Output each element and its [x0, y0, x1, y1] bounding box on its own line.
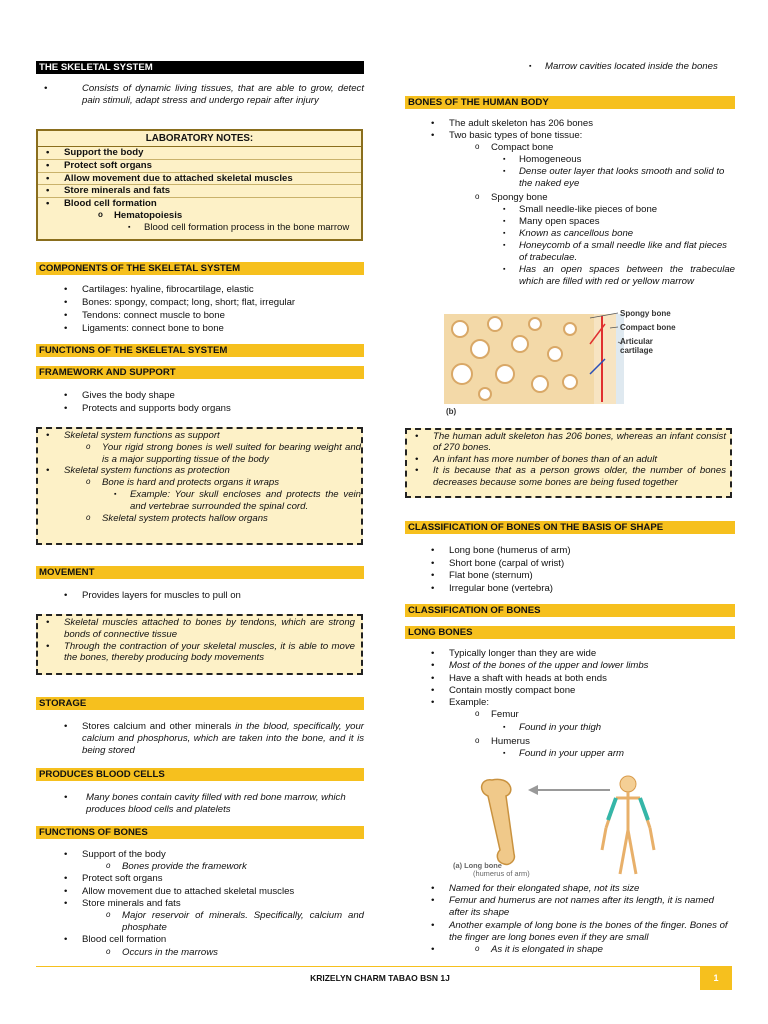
label-compact-bone: Compact bone: [620, 323, 676, 332]
list-subitem: o Humerus ▪ Found in your upper arm: [471, 736, 735, 761]
long-bone-figure-caption: [453, 862, 593, 878]
list-item: • Blood cell formation o Occurs in the marrows: [56, 934, 364, 958]
intro-block: [36, 83, 364, 107]
note-item: • Skeletal system functions as support o Your rigid strong bones is well suited for bearing weight and is a major supporting tissue of the body: [38, 430, 361, 465]
list-item: • Tendons: connect muscle to bone: [56, 309, 364, 322]
list-subitem: o Bones provide the framework: [102, 861, 364, 873]
list-subsubitem: ▪ Found in your thigh: [499, 722, 735, 734]
heading-storage: STORAGE: [36, 697, 364, 710]
lab-subsubitem: ▪ Blood cell formation process in the bone marrow: [124, 222, 361, 234]
list-item: [423, 944, 735, 956]
list-item: • The adult skeleton has 206 bones: [423, 118, 735, 130]
shape-list: [405, 545, 735, 595]
list-item: • Provides layers for muscles to pull on: [56, 590, 364, 602]
list-item: • Allow movement due to attached skeletal muscles: [56, 886, 364, 898]
bones-list: [405, 118, 735, 288]
blood-list: [36, 792, 364, 816]
list-item: • Short bone (carpal of wrist): [423, 558, 735, 571]
label-spongy-bone: Spongy bone: [620, 309, 671, 318]
list-item: • Long bone (humerus of arm): [423, 545, 735, 558]
list-subsubitem: ▪ Known as cancellous bone: [499, 228, 735, 240]
list-item: • Ligaments: connect bone to bone: [56, 322, 364, 335]
functions-bones-list: [36, 849, 364, 959]
label-articular: Articular: [620, 337, 653, 346]
list-item: • Protects and supports body organs: [56, 402, 364, 415]
note-box-support: [36, 427, 363, 545]
list-item: • Have a shaft with heads at both ends: [423, 673, 735, 685]
caption-title: (a) Long bone: [453, 861, 502, 870]
heading-blood-cells: PRODUCES BLOOD CELLS: [36, 768, 364, 781]
lab-item: • Blood cell formation o Hematopoiesis ▪ Blood cell formation process in the bone marrow: [38, 198, 361, 233]
list-item: • Cartilages: hyaline, fibrocartilage, elastic: [56, 283, 364, 296]
list-item: • Protect soft organs: [56, 873, 364, 885]
note-subitem: o Skeletal system protects hallow organs: [82, 513, 361, 525]
list-subsubitem: ▪ Small needle-like pieces of bone: [499, 204, 735, 216]
list-subsubitem: ▪ Marrow cavities located inside the bones: [525, 61, 735, 73]
heading-components: COMPONENTS OF THE SKELETAL SYSTEM: [36, 262, 364, 275]
lab-item: • Support the body: [38, 147, 361, 160]
note-box-movement: [36, 614, 363, 675]
heading-functions-skeletal: FUNCTIONS OF THE SKELETAL SYSTEM: [36, 344, 364, 357]
list-subsubitem: ▪ Found in your upper arm: [499, 748, 735, 760]
footer-author: KRIZELYN CHARM TABAO BSN 1J: [310, 973, 450, 983]
list-item: • Most of the bones of the upper and lower limbs: [423, 660, 735, 672]
list-item: • Two basic types of bone tissue: o Compact bone ▪ Homogeneous ▪ Dense outer layer that looks smooth and solid to the naked eye o Spongy bone ▪ Small needle-like pieces of bone ▪ Many open spaces ▪ Known as cancellous bone ▪ Honeycomb of a small needle like and flat pieces of trabeculae. ▪ Has an open spaces between the trabeculae which are filled with red or yellow marrow: [423, 130, 735, 288]
humerus-bone: [482, 779, 515, 864]
footer-rule: [36, 966, 732, 967]
list-subitem: o • As it is elongated in shape: [471, 944, 735, 956]
list-subsubitem: ▪ Homogeneous: [499, 154, 735, 166]
list-subsubitem: ▪ Many open spaces: [499, 216, 735, 228]
list-subitem: o Spongy bone ▪ Small needle-like pieces of bone ▪ Many open spaces ▪ Known as cancellous bone ▪ Honeycomb of a small needle like and flat pieces of trabeculae. ▪ Has an open spaces between the trabeculae which are filled with red or yellow marrow: [471, 192, 735, 287]
list-item: • Example: o Femur ▪ Found in your thigh o Humerus ▪ Found in your upper arm: [423, 697, 735, 760]
heading-classification-bones: CLASSIFICATION OF BONES: [405, 604, 735, 617]
marrow-item-block: [405, 61, 735, 73]
laboratory-notes-box: [36, 129, 363, 241]
list-subsubitem: ▪ Has an open spaces between the trabeculae which are filled with red or yellow marrow: [499, 264, 735, 288]
list-item: • Typically longer than they are wide: [423, 648, 735, 660]
note-item: • The human adult skeleton has 206 bones, whereas an infant consist of 270 bones.: [407, 431, 726, 454]
framework-list: [36, 389, 364, 415]
label-cartilage: cartilage: [620, 346, 653, 355]
heading-classification-shape: CLASSIFICATION OF BONES ON THE BASIS OF SHAPE: [405, 521, 735, 534]
storage-list: [36, 721, 364, 756]
list-item: • Store minerals and fats o Major reservoir of minerals. Specifically, calcium and phosphate: [56, 898, 364, 935]
list-item: • Flat bone (sternum): [423, 570, 735, 583]
list-subitem: o Femur ▪ Found in your thigh: [471, 709, 735, 734]
list-item: • Many bones contain cavity filled with red bone marrow, which produces blood cells and platelets: [56, 792, 364, 816]
heading-movement: MOVEMENT: [36, 566, 364, 579]
note-item: • It is because that as a person grows older, the number of bones decreases because some bones are being fused together: [407, 465, 726, 488]
compact-bone-layer: [590, 314, 624, 404]
list-item: • Gives the body shape: [56, 389, 364, 402]
list-item: • Support of the body o Bones provide the framework: [56, 849, 364, 873]
list-subsubitem: ▪ Dense outer layer that looks smooth and solid to the naked eye: [499, 166, 735, 190]
lab-item: • Protect soft organs: [38, 160, 361, 173]
list-subitem: o Compact bone ▪ Homogeneous ▪ Dense outer layer that looks smooth and solid to the naked eye: [471, 142, 735, 190]
list-item: • Irregular bone (vertebra): [423, 583, 735, 596]
note-subitem: o Bone is hard and protects organs it wraps ▪ Example: Your skull encloses and protects the vein and vertebrae surrounded the spinal cord.: [82, 477, 361, 512]
heading-bones-human-body: BONES OF THE HUMAN BODY: [405, 96, 735, 109]
spongy-bone-texture: [444, 314, 594, 404]
note-box-infant-bones: [405, 428, 732, 498]
heading-framework: FRAMEWORK AND SUPPORT: [36, 366, 364, 379]
list-subsubitem: ▪ Honeycomb of a small needle like and flat pieces of trabeculae.: [499, 240, 735, 264]
list-item: • Contain mostly compact bone: [423, 685, 735, 697]
long-bones-list: [405, 648, 735, 761]
movement-list: [36, 590, 364, 602]
components-list: [36, 283, 364, 335]
caption-subtitle: (humerus of arm): [473, 869, 530, 878]
note-item: • Through the contraction of your skeletal muscles, it is able to move the bones, thereby producing body movements: [38, 641, 355, 665]
heading-long-bones: LONG BONES: [405, 626, 735, 639]
list-subitem: o Major reservoir of minerals. Specifically, calcium and phosphate: [102, 910, 364, 934]
bone-structure-illustration: [440, 304, 702, 420]
heading-functions-bones: FUNCTIONS OF BONES: [36, 826, 364, 839]
laboratory-notes-title: LABORATORY NOTES:: [38, 131, 361, 147]
lab-item: • Allow movement due to attached skeletal muscles: [38, 173, 361, 186]
note-item: • Skeletal system functions as protection o Bone is hard and protects organs it wraps ▪ Example: Your skull encloses and protects the vein and vertebrae surrounded the spinal cord. o Skeletal system protects hallow organs: [38, 465, 361, 524]
note-subitem: o Your rigid strong bones is well suited for bearing weight and is a major supporting tissue of the body: [82, 442, 361, 466]
list-item: • Femur and humerus are not names after its length, it is named after its shape: [423, 895, 735, 919]
arrow-pointer: [528, 785, 610, 795]
list-item: • Bones: spongy, compact; long, short; flat, irregular: [56, 296, 364, 309]
long-bones-notes: [405, 883, 735, 956]
section-title-skeletal-system: THE SKELETAL SYSTEM: [36, 61, 364, 74]
lab-item: • Store minerals and fats: [38, 185, 361, 198]
note-item: • Skeletal muscles attached to bones by tendons, which are strong bonds of connective tissue: [38, 617, 355, 641]
list-item: • Named for their elongated shape, not its size: [423, 883, 735, 895]
intro-text: • Consists of dynamic living tissues, that are able to grow, detect pain stimuli, adapt stress and undergo repair after injury: [36, 83, 364, 107]
page-number: 1: [700, 966, 732, 990]
note-subsubitem: ▪ Example: Your skull encloses and protects the vein and vertebrae surrounded the spinal cord.: [110, 489, 361, 513]
list-item: • Stores calcium and other minerals in the blood, specifically, your calcium and phosphorus, which are taken into the bone, and it is being stored: [56, 721, 364, 756]
list-subitem: o Occurs in the marrows: [102, 947, 364, 959]
lab-subitem: o Hematopoiesis ▪ Blood cell formation process in the bone marrow: [94, 210, 361, 234]
note-item: • An infant has more number of bones than of an adult: [407, 454, 726, 465]
list-item: • Another example of long bone is the bones of the finger. Bones of the finger are long bones even if they are small: [423, 920, 735, 944]
figure-label-b: (b): [446, 407, 457, 416]
